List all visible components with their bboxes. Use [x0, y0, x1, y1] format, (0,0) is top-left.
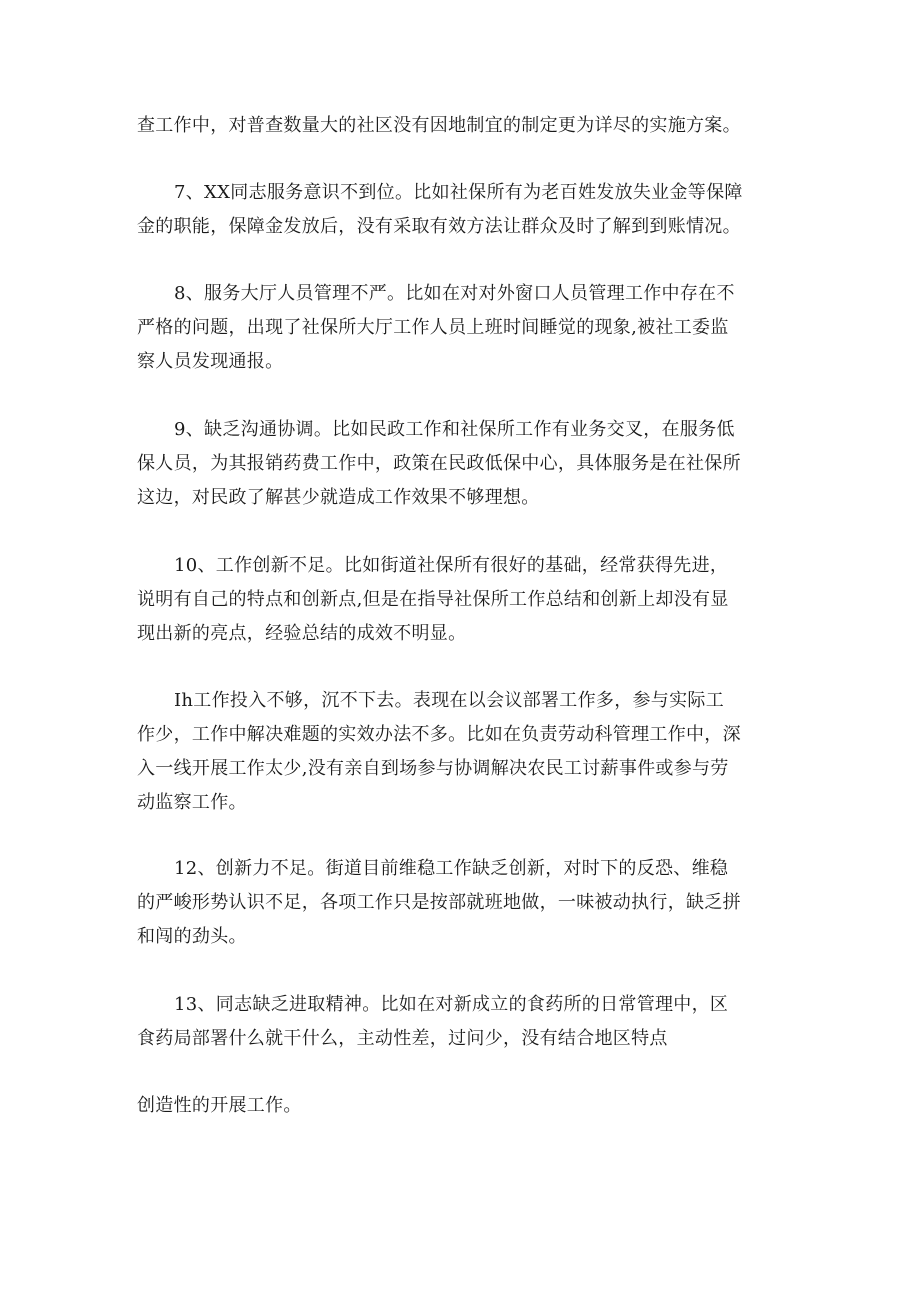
text-line: 动监察工作。 — [137, 792, 247, 813]
text-line: 的严峻形势认识不足，各项工作只是按部就班地做，一味被动执行，缺乏拼 — [137, 892, 741, 913]
paragraph-12 — [137, 852, 797, 954]
text-line: 察人员发现通报。 — [137, 351, 284, 372]
text-line: 和闯的劲头。 — [137, 926, 247, 947]
text-line: 这边，对民政了解甚少就造成工作效果不够理想。 — [137, 487, 540, 508]
paragraph-9 — [137, 413, 797, 515]
paragraph-6-continuation — [137, 109, 797, 143]
text-line: 查工作中，对普查数量大的社区没有因地制宜的制定更为详尽的实施方案。 — [137, 115, 741, 136]
paragraph-10 — [137, 549, 797, 651]
paragraph-13-continuation — [137, 1089, 797, 1123]
text-line: 严格的问题，出现了社保所大厅工作人员上班时间睡觉的现象,被社工委监 — [137, 317, 729, 338]
text-line: 食药局部署什么就干什么，主动性差，过问少，没有结合地区特点 — [137, 1028, 668, 1049]
text-line: 9、缺乏沟通协调。比如民政工作和社保所工作有业务交叉，在服务低 — [174, 419, 735, 440]
text-line: 12、创新力不足。街道目前维稳工作缺乏创新，对时下的反恐、维稳 — [174, 858, 729, 879]
text-line: 金的职能，保障金发放后，没有采取有效方法让群众及时了解到到账情况。 — [137, 216, 741, 237]
paragraph-7 — [137, 176, 797, 244]
text-line: 创造性的开展工作。 — [137, 1095, 302, 1116]
paragraph-11 — [137, 684, 797, 820]
paragraph-8 — [137, 277, 797, 379]
text-line: 入一线开展工作太少,没有亲自到场参与协调解决农民工讨薪事件或参与劳 — [137, 758, 729, 779]
text-line: 7、XX同志服务意识不到位。比如社保所有为老百姓发放失业金等保障 — [174, 182, 743, 203]
text-line: 10、工作创新不足。比如街道社保所有很好的基础，经常获得先进， — [174, 555, 729, 576]
text-line: 保人员，为其报销药费工作中，政策在民政低保中心，具体服务是在社保所 — [137, 453, 741, 474]
text-line: 现出新的亮点，经验总结的成效不明显。 — [137, 623, 467, 644]
text-line: 作少，工作中解决难题的实效办法不多。比如在负责劳动科管理工作中，深 — [137, 724, 741, 745]
paragraph-13 — [137, 988, 797, 1056]
text-line: Ih工作投入不够，沉不下去。表现在以会议部署工作多，参与实际工 — [174, 690, 724, 711]
text-line: 8、服务大厅人员管理不严。比如在对对外窗口人员管理工作中存在不 — [174, 283, 735, 304]
text-line: 13、同志缺乏进取精神。比如在对新成立的食药所的日常管理中，区 — [174, 994, 729, 1015]
text-line: 说明有自己的特点和创新点,但是在指导社保所工作总结和创新上却没有显 — [137, 589, 729, 610]
